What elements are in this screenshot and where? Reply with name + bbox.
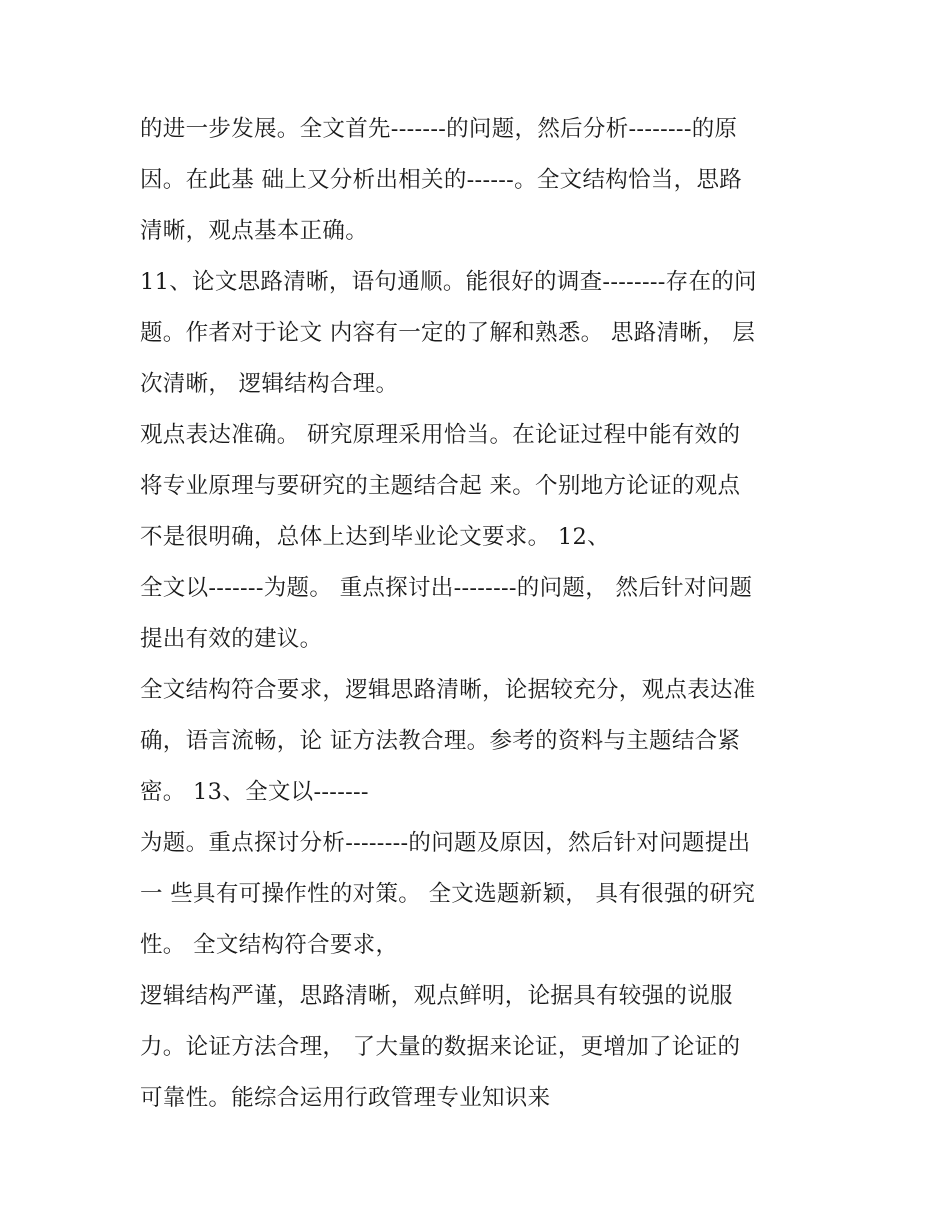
text-line: 全文以-------为题。 重点探讨出--------的问题， 然后针对问题 — [140, 575, 753, 601]
text-line: 不是很明确，总体上达到毕业论文要求。 12、 — [140, 524, 610, 550]
text-line: 将专业原理与要研究的主题结合起 来。个别地方论证的观点 — [140, 473, 741, 499]
text-line: 全文结构符合要求，逻辑思路清晰，论据较充分，观点表达准 — [140, 677, 756, 703]
text-line: 性。 全文结构符合要求， — [140, 932, 399, 958]
text-line: 力。论证方法合理， 了大量的数据来论证，更增加了论证的 — [140, 1034, 741, 1060]
text-line: 确，语言流畅，论 证方法教合理。参考的资料与主题结合紧 — [140, 728, 741, 754]
text-line: 题。作者对于论文 内容有一定的了解和熟悉。 思路清晰， 层 — [140, 320, 756, 346]
body-text — [140, 104, 830, 1124]
text-line: 的进一步发展。全文首先-------的问题，然后分析--------的原 — [140, 116, 738, 142]
text-line: 观点表达准确。 研究原理采用恰当。在论证过程中能有效的 — [140, 422, 741, 448]
text-line: 密。 13、全文以------- — [140, 779, 369, 805]
text-line: 次清晰， 逻辑结构合理。 — [140, 371, 399, 397]
text-line: 为题。重点探讨分析--------的问题及原因，然后针对问题提出 — [140, 830, 751, 856]
text-line: 提出有效的建议。 — [140, 626, 323, 652]
text-line: 清晰，观点基本正确。 — [140, 218, 369, 244]
text-line: 11、论文思路清晰，语句通顺。能很好的调查--------存在的问 — [140, 269, 757, 295]
text-line: 一 些具有可操作性的对策。 全文选题新颖， 具有很强的研究 — [140, 881, 756, 907]
text-line: 可靠性。能综合运用行政管理专业知识来 — [140, 1085, 551, 1111]
text-line: 因。在此基 础上又分析出相关的------。全文结构恰当，思路 — [140, 167, 743, 193]
text-line: 逻辑结构严谨，思路清晰，观点鲜明，论据具有较强的说服 — [140, 983, 733, 1009]
